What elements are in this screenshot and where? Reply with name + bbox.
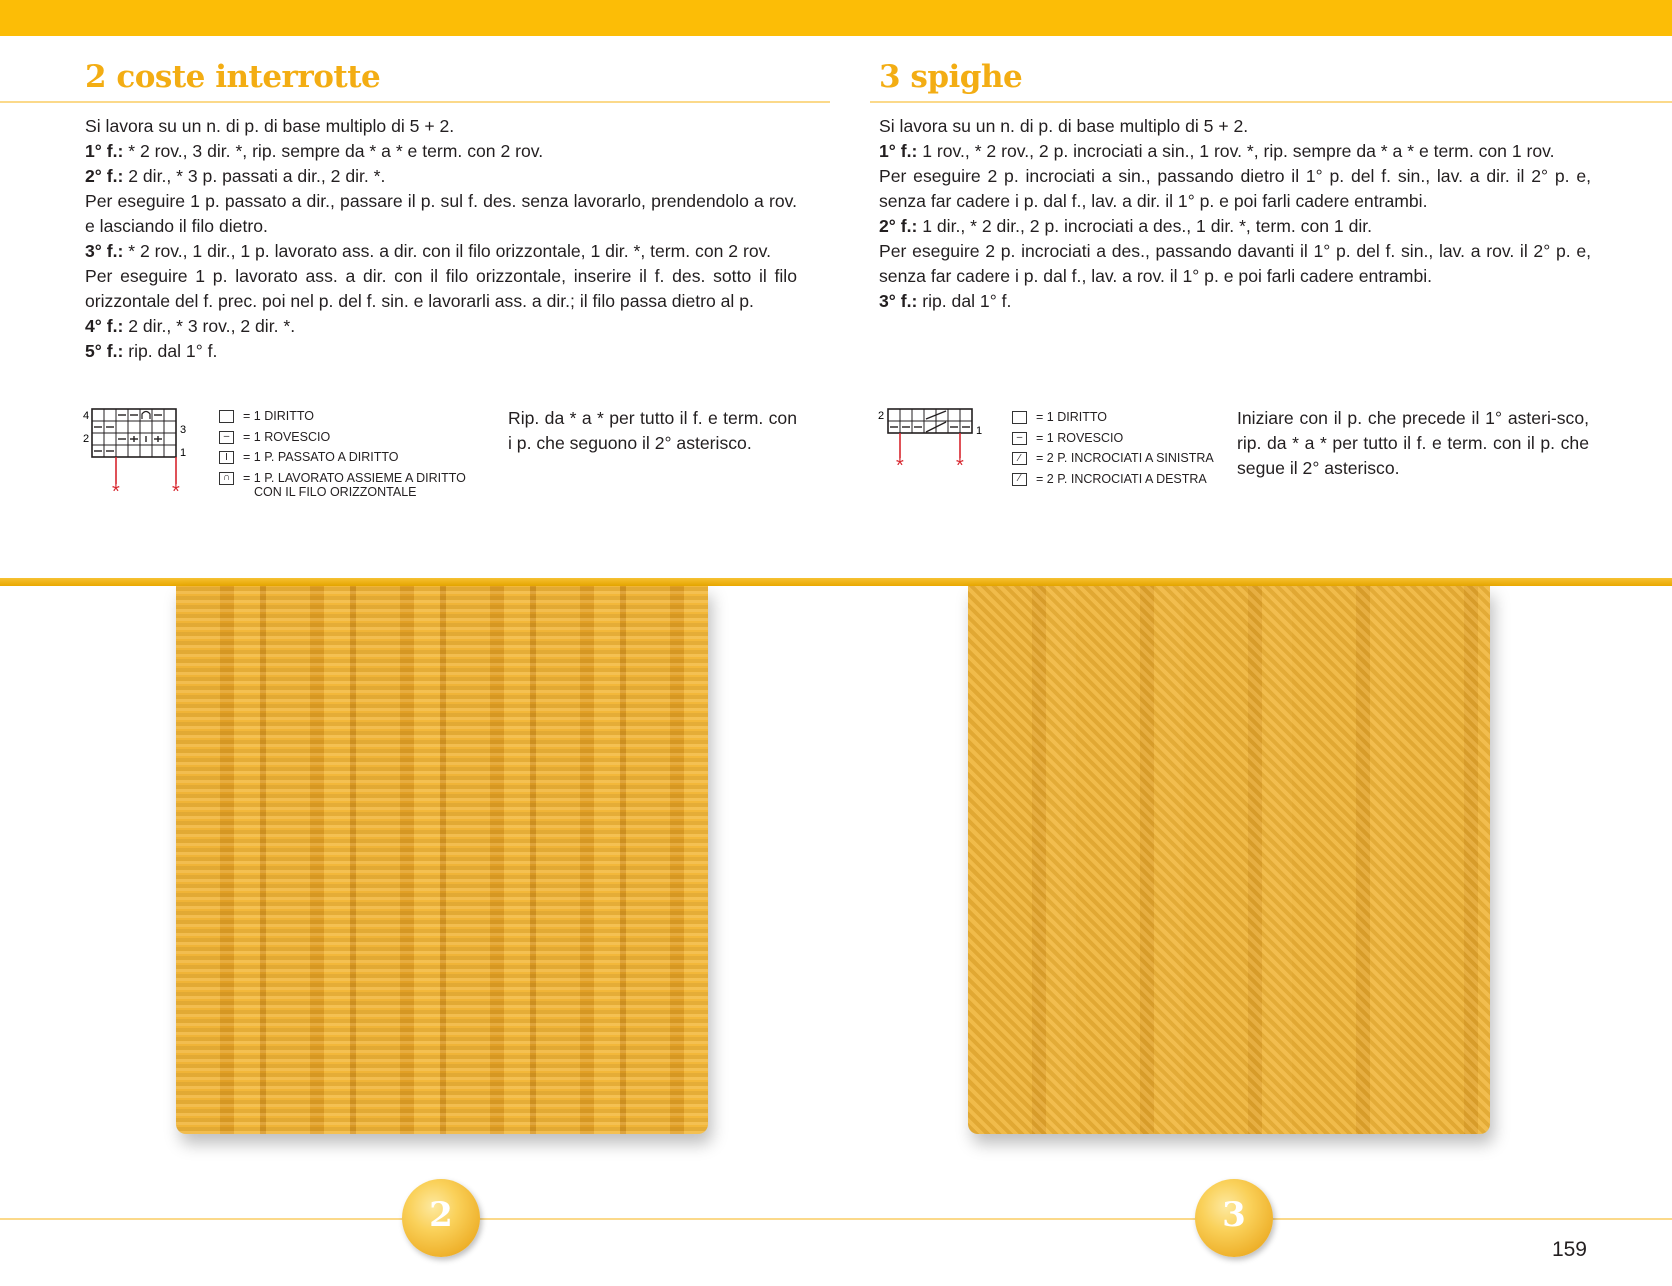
row-text: 2 dir., * 3 p. passati a dir., 2 dir. *. — [123, 166, 386, 186]
chart-row-label: 4 — [83, 410, 90, 422]
legend-item — [1012, 469, 1214, 490]
legend-text: = 2 P. INCROCIATI A DESTRA — [1036, 471, 1207, 486]
row-text: 1 dir., * 2 dir., 2 p. incrociati a des., 1 dir. *, term. con 1 dir. — [917, 216, 1373, 236]
left-instruction-row — [85, 314, 797, 339]
row-label: 3° f.: — [879, 291, 918, 311]
row-text: * 2 rov., 3 dir. *, rip. sempre da * a * e term. con 2 rov. — [123, 141, 544, 161]
left-instruction-row — [85, 264, 797, 314]
page-number: 159 — [1551, 1238, 1587, 1261]
row-text: 2 dir., * 3 rov., 2 dir. *. — [123, 316, 296, 336]
dash-square-icon: – — [219, 431, 234, 444]
bar-square-icon: I — [219, 451, 234, 464]
left-note: Rip. da * a * per tutto il f. e term. con i p. che seguono il 2° asterisco. — [508, 408, 797, 453]
right-legend — [1012, 407, 1214, 489]
legend-item — [1012, 407, 1214, 428]
right-instruction-row — [879, 289, 1591, 314]
bottom-rule — [0, 1218, 1672, 1220]
row-text: 1 rov., * 2 rov., 2 p. incrociati a sin., 1 rov. *, rip. sempre da * a * e term. con 1 rov. — [917, 141, 1555, 161]
knit-swatch-photo-3 — [968, 586, 1490, 1134]
row-label: 1° f.: — [879, 141, 918, 161]
legend-text-continuation: CON IL FILO ORIZZONTALE — [254, 485, 417, 499]
chart-row-label: 2 — [83, 433, 90, 445]
legend-item — [1012, 448, 1214, 469]
right-stitch-chart — [876, 406, 986, 476]
left-legend — [219, 406, 466, 503]
svg-text:*: * — [172, 481, 180, 496]
row-label: 5° f.: — [85, 341, 124, 361]
left-intro: Si lavora su un n. di p. di base multiplo di 5 + 2. — [85, 116, 455, 136]
row-text: Per eseguire 1 p. lavorato ass. a dir. con il filo orizzontale, inserire il f. des. sotto il filo orizzontale del f. prec. poi nel p. del f. sin. e lavorarli ass. a dir.; il filo passa dietro al p. — [85, 266, 797, 311]
right-instruction-row — [879, 164, 1591, 214]
badge-number: 3 — [1222, 1195, 1246, 1235]
legend-text: = 2 P. INCROCIATI A SINISTRA — [1036, 451, 1214, 465]
cross-left-square-icon: ⁄ — [1012, 452, 1027, 465]
legend-text: = 1 P. PASSATO A DIRITTO — [243, 450, 399, 464]
chart-row-label: 2 — [878, 410, 885, 422]
top-accent-bar — [0, 0, 1672, 36]
right-instructions — [879, 114, 1591, 314]
left-instruction-row — [85, 339, 797, 364]
row-text: Per eseguire 2 p. incrociati a des., passando davanti il 1° p. del f. sin., lav. a rov. il 2° p. e, senza far cadere i p. dal f., lav. a rov. il 1° p. e poi farli cadere entrambi. — [879, 241, 1591, 286]
chart-row-label: 1 — [976, 425, 983, 437]
row-label: 4° f.: — [85, 316, 124, 336]
row-label: 2° f.: — [879, 216, 918, 236]
legend-text: = 1 ROVESCIO — [243, 429, 331, 444]
yarn-ball-badge-3 — [1195, 1179, 1273, 1257]
row-text: Per eseguire 1 p. passato a dir., passare il p. sul f. des. senza lavorarlo, prendendolo a rov. e lasciando il filo dietro. — [85, 191, 797, 236]
right-intro: Si lavora su un n. di p. di base multiplo di 5 + 2. — [879, 116, 1249, 136]
right-instruction-row — [879, 214, 1591, 239]
legend-text: = 1 DIRITTO — [1036, 410, 1107, 424]
left-title: 2 coste interrotte — [85, 59, 381, 95]
left-instruction-row — [85, 239, 797, 264]
right-note: Iniziare con il p. che precede il 1° asteri-sco, rip. da * a * per tutto il f. e term. con il p. che segue il 2° asterisco. — [1237, 408, 1589, 478]
left-title-rule — [0, 101, 830, 103]
right-instruction-row — [879, 139, 1591, 164]
chart-row-label: 1 — [180, 447, 187, 459]
empty-square-icon — [1012, 411, 1027, 424]
legend-item — [1012, 428, 1214, 449]
svg-text:*: * — [112, 481, 120, 496]
knit-swatch-photo-2 — [176, 586, 708, 1134]
left-instructions — [85, 114, 797, 364]
row-label: 2° f.: — [85, 166, 124, 186]
chart-row-label: 3 — [180, 424, 187, 436]
left-instruction-row — [85, 139, 797, 164]
row-text: Per eseguire 2 p. incrociati a sin., passando dietro il 1° p. del f. sin., lav. a dir. il 2° p. e, senza far cadere i p. dal f., lav. a dir. il 1° p. e poi farli cadere entrambi. — [879, 166, 1591, 211]
yarn-ball-badge-2 — [402, 1179, 480, 1257]
dash-square-icon: – — [1012, 432, 1027, 445]
left-instruction-row — [85, 164, 797, 189]
right-title: 3 spighe — [879, 59, 1023, 95]
left-instruction-row — [85, 189, 797, 239]
row-text: rip. dal 1° f. — [123, 341, 218, 361]
legend-text: = 1 ROVESCIO — [1036, 430, 1124, 445]
row-label: 1° f.: — [85, 141, 124, 161]
legend-item — [219, 447, 466, 468]
svg-text:*: * — [956, 455, 964, 476]
legend-item — [219, 427, 466, 448]
legend-item — [219, 406, 466, 427]
badge-number: 2 — [429, 1195, 453, 1235]
arch-square-icon: ∩ — [219, 472, 234, 485]
row-text: * 2 rov., 1 dir., 1 p. lavorato ass. a dir. con il filo orizzontale, 1 dir. *, term. con 2 rov. — [123, 241, 772, 261]
legend-text: = 1 DIRITTO — [243, 409, 314, 423]
row-label: 3° f.: — [85, 241, 124, 261]
legend-text: = 1 P. LAVORATO ASSIEME A DIRITTO — [243, 470, 466, 485]
right-instruction-row — [879, 239, 1591, 289]
cross-right-square-icon: ⁄ — [1012, 473, 1027, 486]
left-stitch-chart — [83, 406, 193, 496]
row-text: rip. dal 1° f. — [917, 291, 1012, 311]
empty-square-icon — [219, 410, 234, 423]
svg-text:*: * — [896, 455, 904, 476]
right-title-rule — [870, 101, 1672, 103]
yarn-strand — [0, 578, 1672, 586]
